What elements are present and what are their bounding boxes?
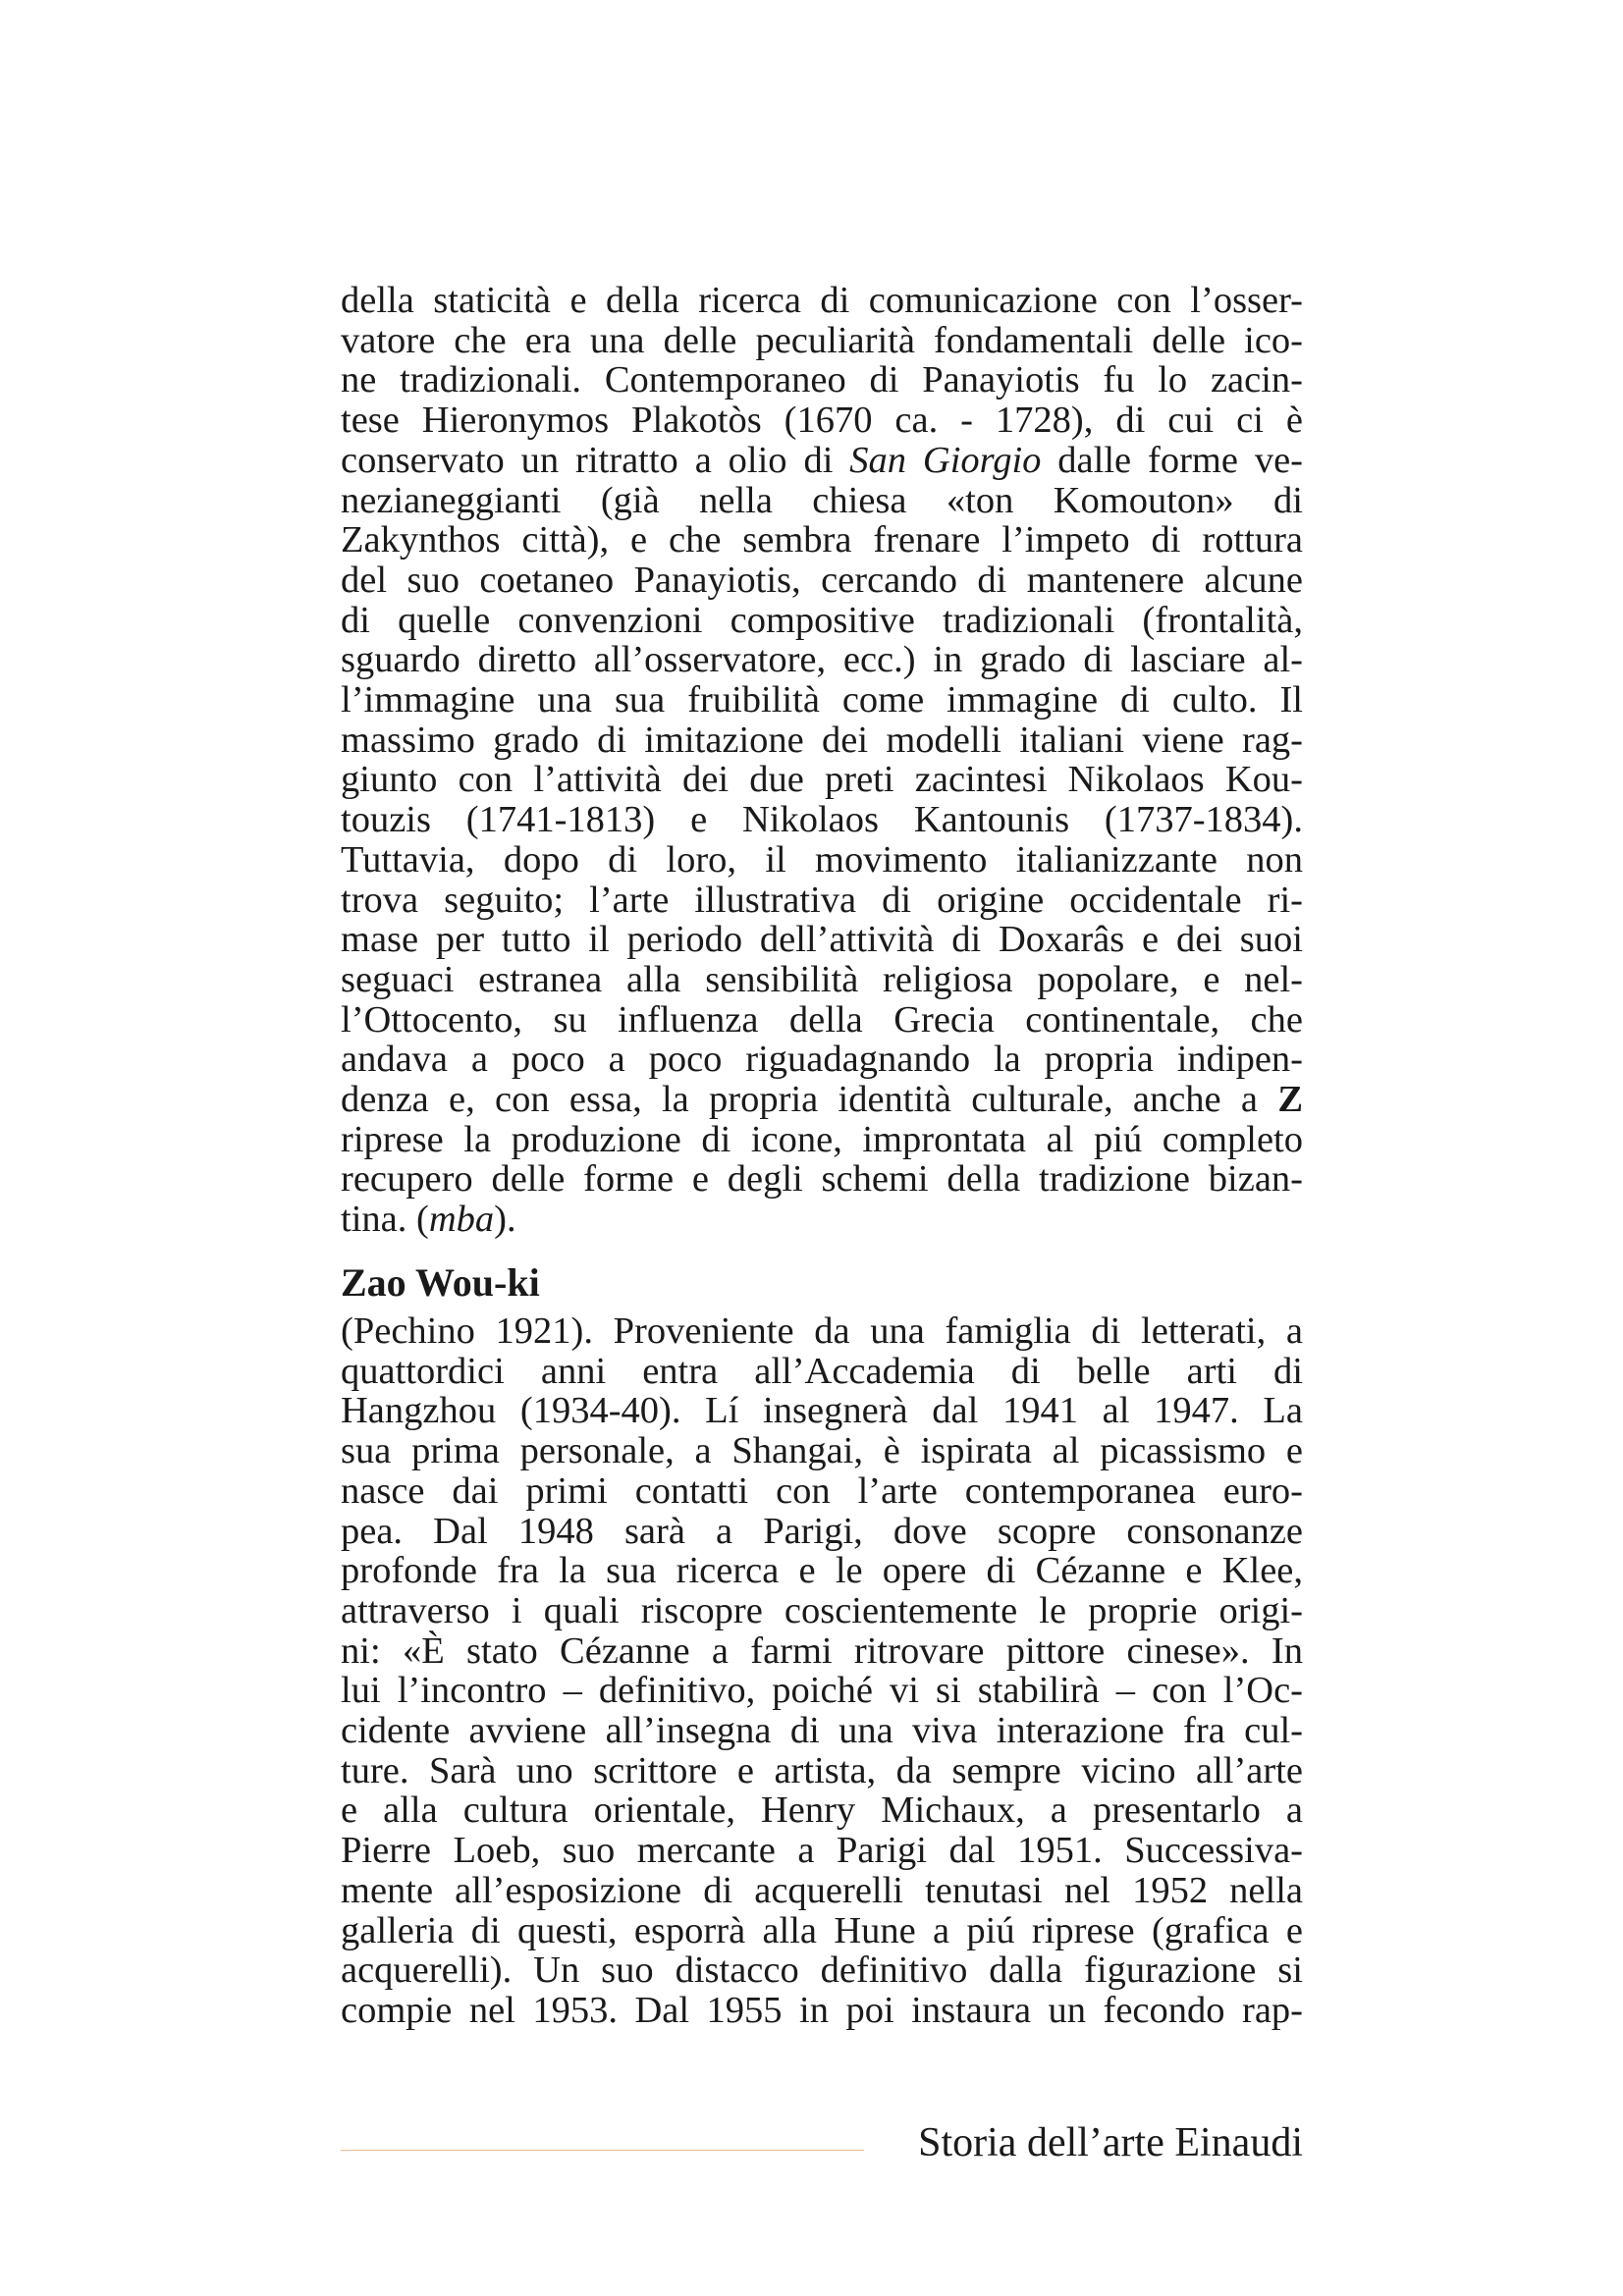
text-line: ne tradizionali. Contemporaneo di Panayiotis fu lo zacin-: [341, 359, 1303, 401]
text-line: tese Hieronymos Plakotòs (1670 ca. - 1728), di cui ci è: [341, 400, 1303, 442]
text-line: l’Ottocento, su influenza della Grecia continentale, che: [341, 998, 1303, 1041]
text-line: l’immagine una sua fruibilità come immagine di culto. Il: [341, 679, 1303, 721]
text-line: recupero delle forme e degli schemi della tradizione bizan-: [341, 1158, 1303, 1201]
text-line: (Pechino 1921). Proveniente da una famiglia di letterati, a: [341, 1310, 1303, 1352]
author-initials: mba: [428, 1199, 495, 1241]
text-line: quattordici anni entra all’Accademia di belle arti di: [341, 1350, 1303, 1392]
text-line: [341, 441, 1303, 481]
text-line: Pierre Loeb, suo mercante a Parigi dal 1951. Successiva-: [341, 1830, 1303, 1872]
text-line: riprese la produzione di icone, improntata al piú completo: [341, 1118, 1303, 1160]
text-line: attraverso i quali riscopre coscientemente le proprie origi-: [341, 1589, 1303, 1631]
text-line: giunto con l’attività dei due preti zacintesi Nikolaos Kou-: [341, 759, 1303, 801]
text-run: tina. (: [341, 1199, 429, 1241]
text-line: trova seguito; l’arte illustrativa di origine occidentale ri-: [341, 879, 1303, 921]
footer-rule: [341, 2150, 864, 2151]
cross-reference-letter: Z: [1277, 1079, 1303, 1121]
text-line: nezianeggianti (già nella chiesa «ton Komouton» di: [341, 479, 1303, 521]
text-line: e alla cultura orientale, Henry Michaux, a presentarlo a: [341, 1789, 1303, 1832]
text-line: Hangzhou (1934-40). Lí insegnerà dal 1941 al 1947. La: [341, 1390, 1303, 1432]
text-run: conservato un ritratto a olio di: [341, 439, 850, 481]
text-run: denza e, con essa, la propria identità culturale, anche a: [341, 1079, 1278, 1121]
entry-title: Zao Wou-ki: [341, 1260, 540, 1305]
text-line: [341, 1080, 1303, 1120]
text-line: seguaci estranea alla sensibilità religiosa popolare, e nel-: [341, 958, 1303, 1000]
text-line: cidente avviene all’insegna di una viva interazione fra cul-: [341, 1710, 1303, 1752]
text-line: ture. Sarà uno scrittore e artista, da sempre vicino all’arte: [341, 1749, 1303, 1791]
text-line: compie nel 1953. Dal 1955 in poi instaura un fecondo rap-: [341, 1989, 1303, 2031]
text-line: andava a poco a poco riguadagnando la propria indipen-: [341, 1039, 1303, 1081]
text-line: Tuttavia, dopo di loro, il movimento italianizzante non: [341, 838, 1303, 881]
text-run: ).: [494, 1199, 516, 1241]
footer-label: Storia dell’arte Einaudi: [918, 2120, 1303, 2165]
body-paragraph-2: [341, 1311, 1303, 2031]
text-line: profonde fra la sua ricerca e le opere di Cézanne e Klee,: [341, 1550, 1303, 1592]
text-line: [341, 1200, 1303, 1240]
text-line: mase per tutto il periodo dell’attività di Doxarâs e dei suoi: [341, 919, 1303, 961]
text-line: lui l’incontro – definitivo, poiché vi si stabilirà – con l’Oc-: [341, 1670, 1303, 1712]
text-line: della staticità e della ricerca di comunicazione con l’osser-: [341, 280, 1303, 321]
text-line: mente all’esposizione di acquerelli tenutasi nel 1952 nella: [341, 1869, 1303, 1911]
text-line: touzis (1741-1813) e Nikolaos Kantounis (1737-1834).: [341, 799, 1303, 841]
body-paragraph-1: [341, 281, 1303, 1240]
text-line: Zakynthos città), e che sembra frenare l’impeto di rottura: [341, 519, 1303, 561]
text-line: acquerelli). Un suo distacco definitivo dalla figurazione si: [341, 1949, 1303, 1992]
text-line: di quelle convenzioni compositive tradizionali (frontalità,: [341, 599, 1303, 641]
text-line: nasce dai primi contatti con l’arte contemporanea euro-: [341, 1469, 1303, 1512]
artwork-title: San Giorgio: [849, 439, 1042, 481]
text-line: sguardo diretto all’osservatore, ecc.) in grado di lasciare al-: [341, 639, 1303, 681]
text-line: pea. Dal 1948 sarà a Parigi, dove scopre consonanze: [341, 1510, 1303, 1552]
text-line: massimo grado di imitazione dei modelli italiani viene rag-: [341, 719, 1303, 761]
text-line: galleria di questi, esporrà alla Hune a piú riprese (grafica e: [341, 1909, 1303, 1951]
text-line: sua prima personale, a Shangai, è ispirata al picassismo e: [341, 1430, 1303, 1472]
text-line: ni: «È stato Cézanne a farmi ritrovare pittore cinese». In: [341, 1629, 1303, 1672]
text-run: dalle forme ve-: [1041, 439, 1303, 481]
text-line: del suo coetaneo Panayiotis, cercando di mantenere alcune: [341, 559, 1303, 601]
text-line: vatore che era una delle peculiarità fondamentali delle ico-: [341, 319, 1303, 361]
